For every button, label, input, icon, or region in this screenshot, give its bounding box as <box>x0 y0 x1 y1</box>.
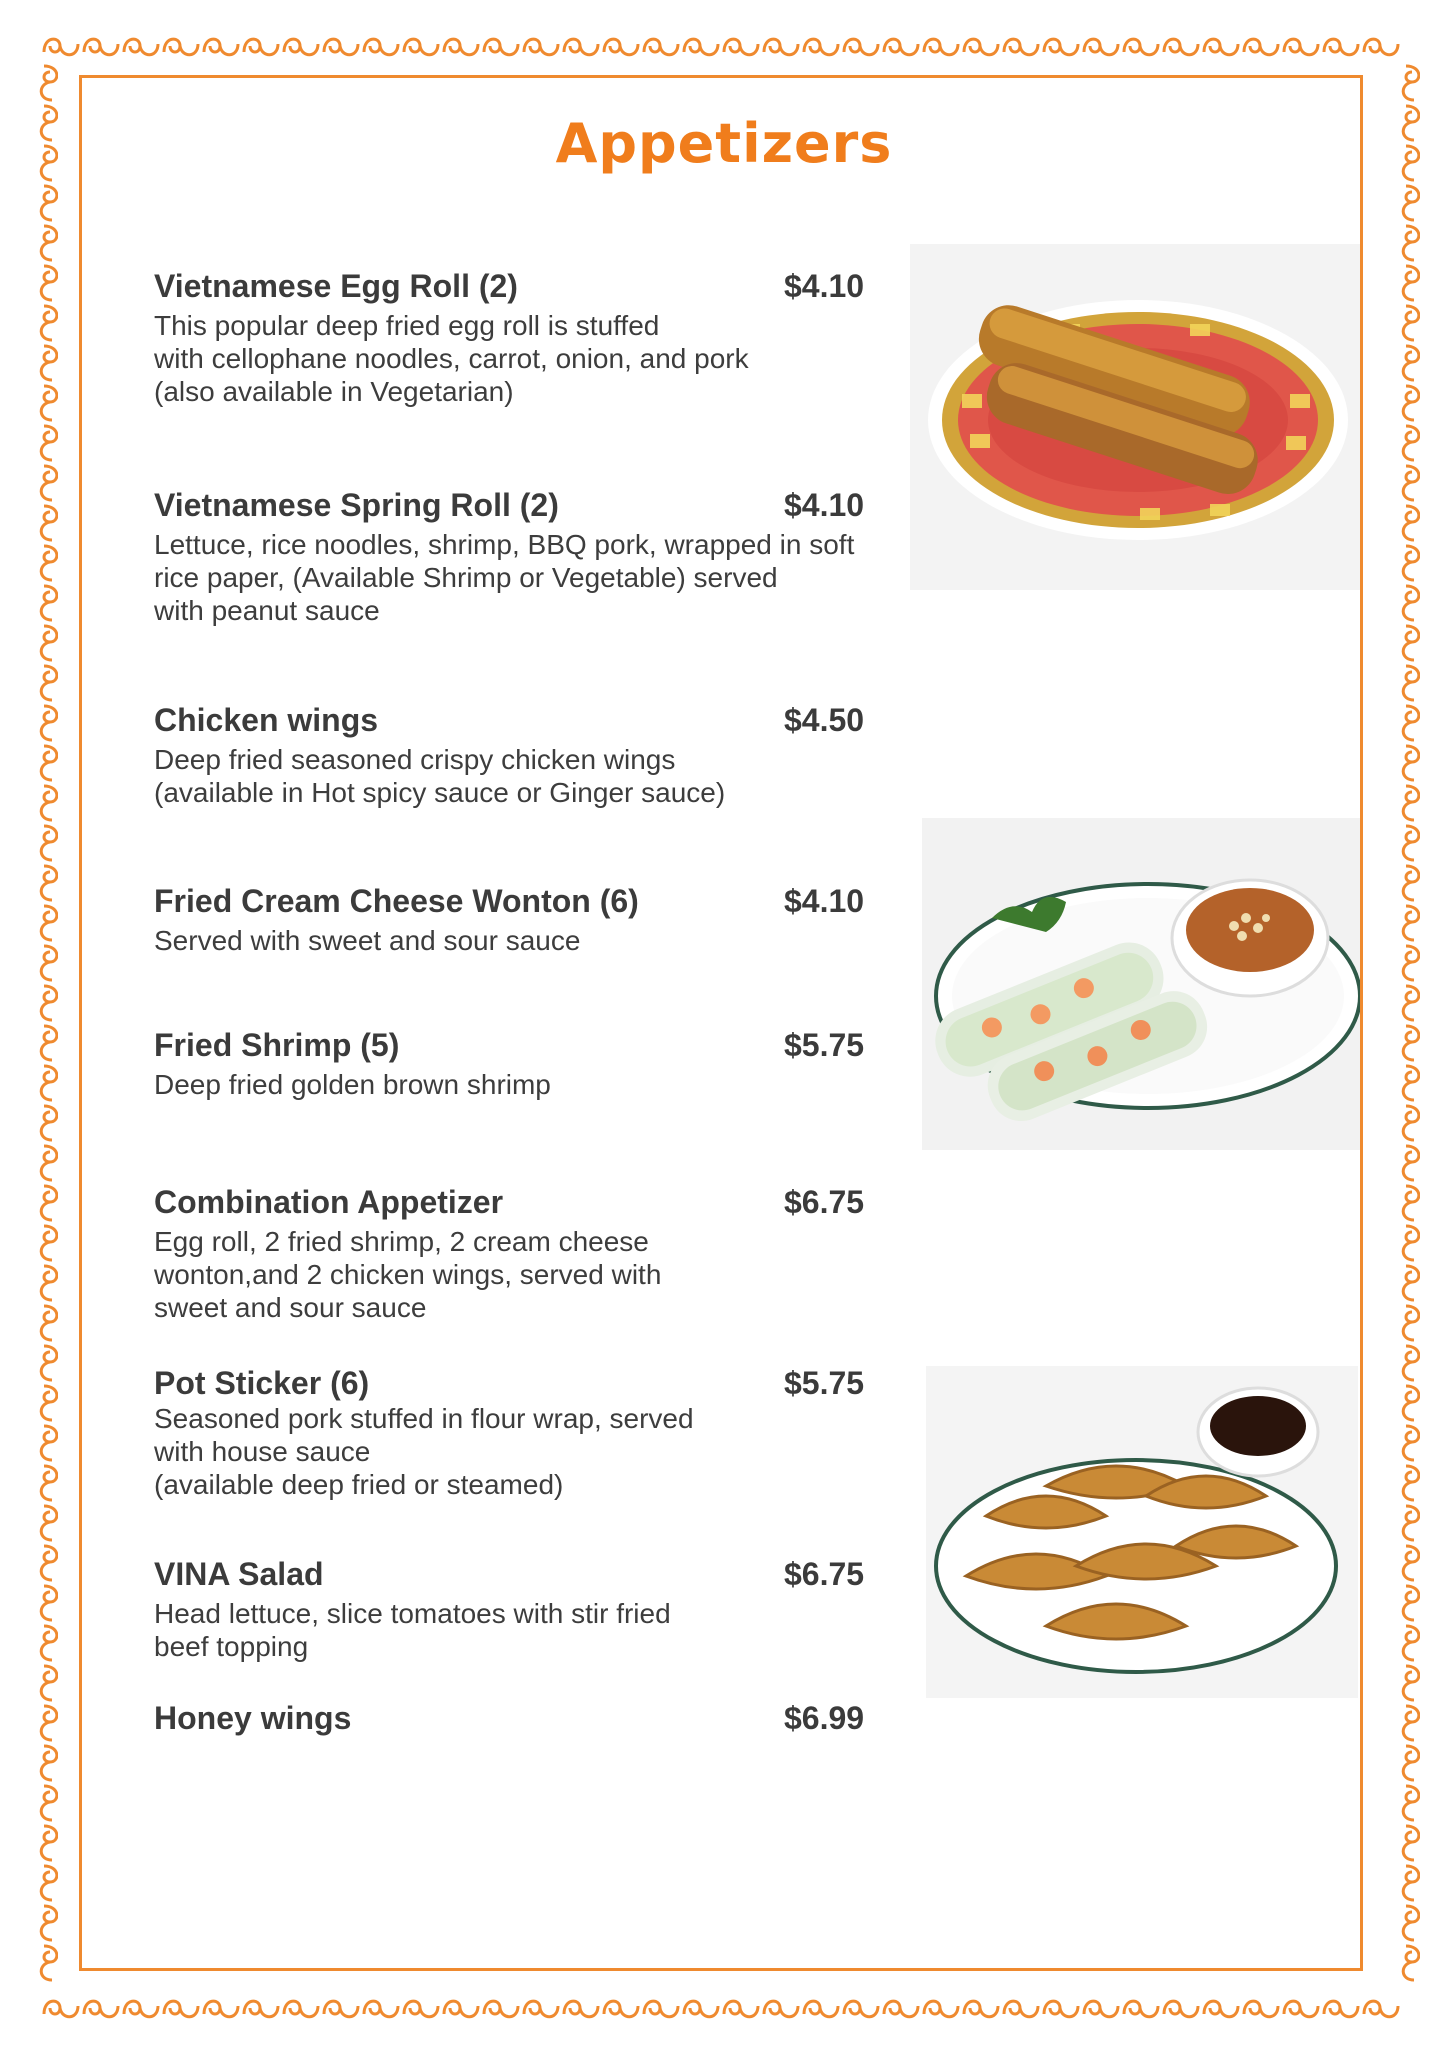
description-line: with cellophane noodles, carrot, onion, and pork <box>154 343 749 374</box>
item-price: $5.75 <box>784 1365 865 1401</box>
page-title: Appetizers <box>555 112 893 175</box>
description-line: This popular deep fried egg roll is stuffed <box>154 310 660 341</box>
description-line: Deep fried golden brown shrimp <box>154 1069 551 1100</box>
description-line: (available deep fried or steamed) <box>154 1469 564 1500</box>
item-name: Chicken wings <box>154 702 379 738</box>
item-description <box>154 1225 900 1324</box>
item-description <box>154 309 900 408</box>
description-line: rice paper, (Available Shrimp or Vegetable) served <box>154 562 778 593</box>
item-price: $4.50 <box>784 702 865 738</box>
description-line: beef topping <box>154 1631 309 1662</box>
item-name: Vietnamese Egg Roll (2) <box>154 268 518 304</box>
item-description <box>154 1068 900 1101</box>
menu-item <box>154 1365 900 1501</box>
description-line: Head lettuce, slice tomatoes with stir fried <box>154 1598 671 1629</box>
item-description <box>154 528 900 627</box>
description-line: sweet and sour sauce <box>154 1292 427 1323</box>
description-line: with house sauce <box>154 1436 371 1467</box>
menu-item <box>154 1027 900 1101</box>
pot-sticker-plate-photo <box>926 1366 1358 1698</box>
item-price: $6.75 <box>784 1184 865 1220</box>
description-line: Deep fried seasoned crispy chicken wings <box>154 744 676 775</box>
item-name: Vietnamese Spring Roll (2) <box>154 487 559 523</box>
left-scroll-border <box>28 60 58 1988</box>
bottom-scroll-border <box>38 1990 1410 2020</box>
right-scroll-border <box>1390 60 1420 1988</box>
item-price: $4.10 <box>784 883 865 919</box>
item-description <box>154 924 900 957</box>
description-line: Egg roll, 2 fried shrimp, 2 cream cheese <box>154 1226 649 1257</box>
menu-item <box>154 1184 900 1324</box>
item-name: Fried Shrimp (5) <box>154 1027 400 1063</box>
item-price: $4.10 <box>784 487 865 523</box>
spring-roll-plate-photo <box>922 818 1360 1150</box>
item-description <box>154 743 900 809</box>
menu-item <box>154 487 900 627</box>
description-line: Seasoned pork stuffed in flour wrap, served <box>154 1403 694 1434</box>
menu-item <box>154 883 900 957</box>
item-name: Fried Cream Cheese Wonton (6) <box>154 883 639 919</box>
item-name: Pot Sticker (6) <box>154 1365 370 1401</box>
item-description <box>154 1402 900 1501</box>
item-description <box>154 1597 900 1663</box>
item-name: Honey wings <box>154 1700 352 1736</box>
menu-item <box>154 1556 900 1663</box>
menu-item <box>154 702 900 809</box>
menu-item <box>154 268 900 408</box>
item-price: $5.75 <box>784 1027 865 1063</box>
item-price: $4.10 <box>784 268 865 304</box>
item-price: $6.99 <box>784 1700 865 1736</box>
item-price: $6.75 <box>784 1556 865 1592</box>
description-line: (also available in Vegetarian) <box>154 376 514 407</box>
egg-roll-plate-photo <box>910 244 1360 590</box>
item-name: Combination Appetizer <box>154 1184 504 1220</box>
description-line: (available in Hot spicy sauce or Ginger sauce) <box>154 777 726 808</box>
description-line: Lettuce, rice noodles, shrimp, BBQ pork, wrapped in soft <box>154 529 855 560</box>
menu-item <box>154 1700 900 1737</box>
item-name: VINA Salad <box>154 1556 324 1592</box>
description-line: wonton,and 2 chicken wings, served with <box>154 1259 662 1290</box>
description-line: with peanut sauce <box>154 595 380 626</box>
top-scroll-border <box>38 28 1410 58</box>
description-line: Served with sweet and sour sauce <box>154 925 581 956</box>
